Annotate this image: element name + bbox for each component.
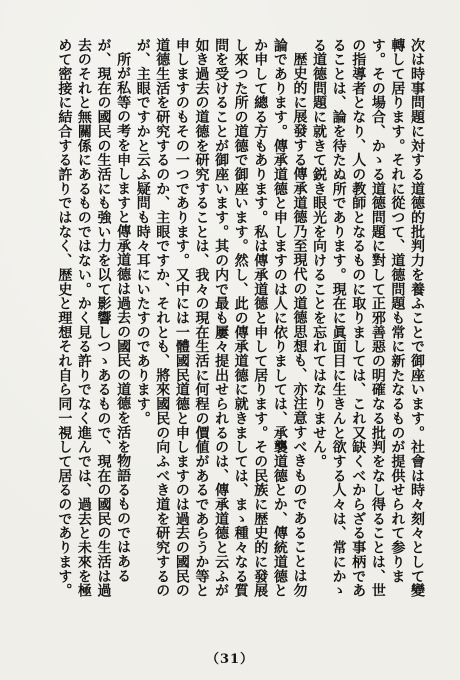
paragraph-3: 所が私等の考を申しますと傳承道德は過去の國民の道德を活を物語るものではあるが、現在の國民の生活にも強い力を以て影響しつゝあるもので、現在の國民の生活は過去のそれと無關係にあるものではない。かく見る許りでなく進んでは、過去と未來を極めて密接に結合する許りではなく、歴史と理想それ自ら同一視して居るのであります。: [56, 38, 132, 598]
page-number: （31）: [205, 652, 255, 667]
paragraph-1: 次は時事問題に対する道德的批判力を養ふことで御座います。社會は時々刻々として變轉して居ります。それに從つて、道德問題も常に新たなるものが提供せられて参ります。その場合、かゝる道德問題に對して正邪善惡の明確なる批判をなし得ることは、世の指導者となり、人の教師となるものに取りましては、これ又缺くべからざる事柄であることは、論を待たぬ所であります。現在に眞面目に生きんと欲する人々は、常にかゝる道德問題に就きて鋭き眼光を向けることを忘れてはなりません。: [311, 38, 425, 598]
vertical-body-text: [26, 38, 426, 608]
paragraph-2: 歴史的に展發する傳承道德乃至現代の道德思想も、亦注意すべきものであることは勿論であります。傳承道德と申しますのは人に依りましては、承襲道德とか、傳統道德とか申して總る方もあります。私は傳承道德と申して居ります。その民族に歴史的に發展し來つた所の道德で御座います。然し、此の傳承道德に就きましては、まゝ種々なる質問を受けることが御座います。其の内で最も屢々提出せられるのは、傳承道德と云ふが如き過去の道德を研究することは、我々の現在生活に何程の價値があるであらうか等と申しますのもその一つであります。又中には一體國民道德と申しますのは過去の國民の道德生活を研究するのか、主眼ですか、それとも、將來國民の向ふべき道を研究するのが、主眼ですかと云ふ疑問も時々耳にいたすのであります。: [134, 38, 308, 598]
